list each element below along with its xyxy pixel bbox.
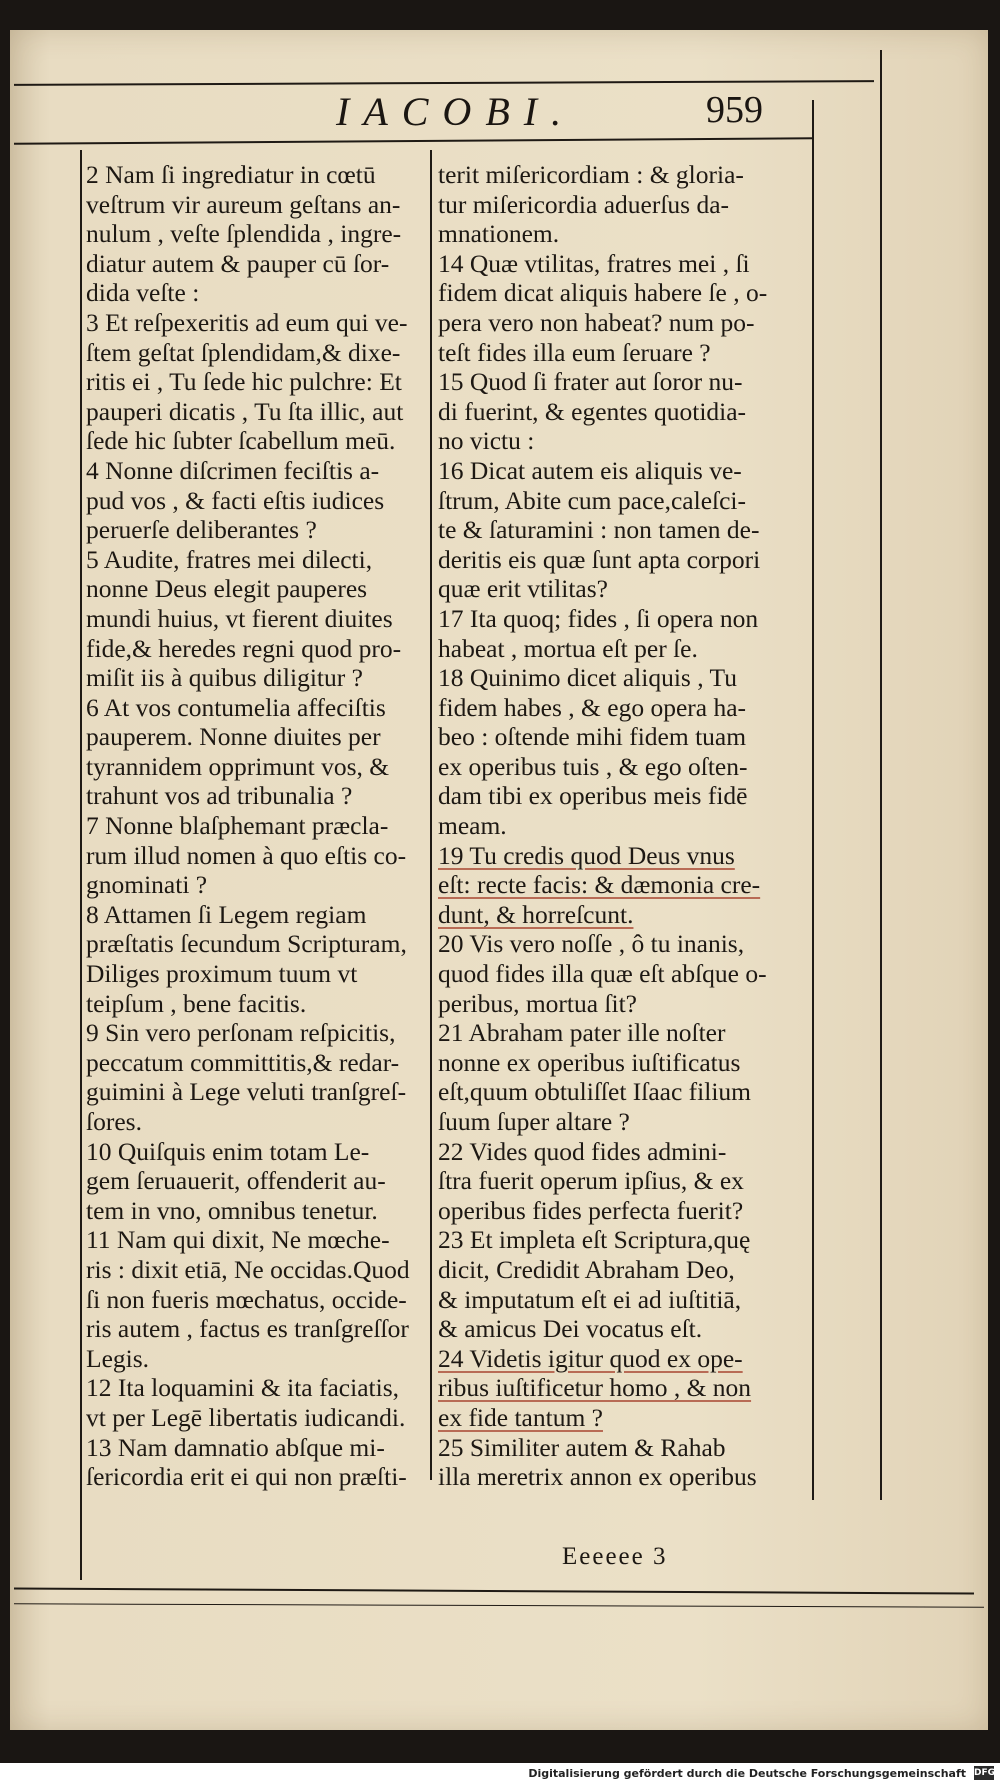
text-line: trahunt vos ad tribunalia ? (86, 781, 353, 811)
text-line: pauperem. Nonne diuites per (86, 722, 381, 752)
text-line: 25 Similiter autem & Rahab (438, 1432, 726, 1462)
text-line: ſuum ſuper altare ? (438, 1107, 630, 1136)
text-line: pud vos , & facti eſtis iudices (86, 485, 385, 515)
text-line: 14 Quæ vtilitas, fratres mei , ſi (438, 248, 750, 278)
text-line: vt per Legē libertatis iudicandi. (86, 1402, 406, 1432)
text-line: quæ erit vtilitas? (438, 574, 608, 604)
text-line: tyrannidem opprimunt vos, & (86, 751, 390, 781)
text-line: quod fides illa quæ eſt abſque o- (438, 959, 767, 989)
text-line: no victu : (438, 426, 535, 456)
text-line: 17 Ita quoq; fides , ſi opera non (438, 603, 759, 633)
text-line: & amicus Dei vocatus eſt. (438, 1314, 703, 1344)
text-line: ris autem , factus es tranſgreſſor (86, 1314, 409, 1344)
text-line: tem in vno, omnibus tenetur. (86, 1195, 378, 1225)
text-line: 20 Vis vero noſſe , ô tu inanis, (438, 929, 745, 959)
text-line: 19 Tu credis quod Deus vnus (438, 840, 735, 870)
text-line: peccatum committitis,& redar- (86, 1047, 400, 1077)
text-line: 22 Vides quod fides admini- (438, 1136, 727, 1166)
text-line: ex operibus tuis , & ego oſten- (438, 751, 748, 781)
digitization-credit: Digitalisierung gefördert durch die Deutsche Forschungsgemeinschaft (528, 1767, 966, 1780)
text-line: 16 Dicat autem eis aliquis ve- (438, 455, 742, 485)
text-line: peribus, mortua ſit? (438, 988, 637, 1018)
text-line: 9 Sin vero perſonam reſpicitis, (86, 1018, 396, 1048)
text-line: meam. (438, 811, 507, 841)
text-line: tur miſericordia aduerſus da- (438, 189, 730, 219)
text-line: fide,& heredes regni quod pro- (86, 633, 402, 663)
left-text-column (86, 160, 426, 1492)
column-divider (430, 150, 432, 1480)
text-line: 2 Nam ſi ingrediatur in cœtū (86, 160, 376, 189)
text-line: guimini à Lege veluti tranſgreſ- (86, 1077, 407, 1107)
text-line: teipſum , bene facitis. (86, 988, 307, 1018)
text-line: Diliges proximum tuum vt (86, 959, 358, 989)
text-line: & imputatum eſt ei ad iuſtitiā, (438, 1284, 742, 1314)
text-line: ſores. (86, 1107, 142, 1136)
text-line: fidem dicat aliquis habere ſe , o- (438, 278, 768, 308)
text-line: dicit, Credidit Abraham Deo, (438, 1254, 735, 1284)
text-line: 21 Abraham pater ille noſter (438, 1018, 726, 1048)
text-line: ex fide tantum ? (438, 1402, 603, 1432)
text-line: ſtra fuerit operum ipſius, & ex (438, 1166, 744, 1196)
text-line: fidem habes , & ego opera ha- (438, 692, 747, 722)
signature-mark: Eeeeee 3 (562, 1543, 668, 1570)
left-frame-rule (80, 150, 82, 1580)
text-line: 24 Videtis igitur quod ex ope- (438, 1343, 743, 1373)
text-line: 8 Attamen ſi Legem regiam (86, 899, 367, 929)
text-line: dam tibi ex operibus meis fidē (438, 781, 748, 811)
text-line: 10 Quiſquis enim totam Le- (86, 1136, 370, 1166)
text-line: eſt: recte facis: & dæmonia cre- (438, 870, 761, 900)
text-line: mundi huius, vt fierent diuites (86, 603, 393, 633)
text-line: di fuerint, & egentes quotidia- (438, 396, 747, 426)
text-line: Legis. (86, 1343, 150, 1373)
text-line: illa meretrix annon ex operibus (438, 1462, 757, 1492)
text-line: habeat , mortua eſt per ſe. (438, 633, 698, 663)
text-line: teſt fides illa eum ſeruare ? (438, 337, 711, 367)
text-line: 18 Quinimo dicet aliquis , Tu (438, 663, 737, 693)
text-line: peruerſe deliberantes ? (86, 515, 317, 545)
text-line: deritis eis quæ ſunt apta corpori (438, 544, 761, 574)
text-line: pauperi dicatis , Tu ſta illic, aut (86, 396, 404, 426)
text-line: 4 Nonne diſcrimen feciſtis a- (86, 455, 380, 485)
text-line: 5 Audite, fratres mei dilecti, (86, 544, 373, 574)
right-text-column (438, 160, 798, 1492)
text-line: 23 Et impleta eſt Scriptura,quę (438, 1225, 751, 1255)
text-line: miſit iis à quibus diligitur ? (86, 663, 363, 693)
text-line: ſtem geſtat ſplendidam,& dixe- (86, 337, 401, 367)
text-line: te & ſaturamini : non tamen de- (438, 515, 760, 545)
text-line: 6 At vos contumelia affeciſtis (86, 692, 386, 722)
text-line: dunt, & horreſcunt. (438, 899, 634, 929)
text-line: ſtrum, Abite cum pace,caleſci- (438, 485, 746, 515)
right-frame-rule (812, 100, 814, 1500)
text-line: 13 Nam damnatio abſque mi- (86, 1432, 385, 1462)
page-number: 959 (706, 89, 763, 131)
running-head: IACOBI. (336, 89, 576, 134)
text-line: 7 Nonne blaſphemant præcla- (86, 811, 389, 841)
text-line: rum illud nomen à quo eſtis co- (86, 840, 407, 870)
text-line: ſericordia erit ei qui non præſti- (86, 1462, 407, 1492)
text-line: beo : oſtende mihi fidem tuam (438, 722, 747, 752)
text-line: præſtatis ſecundum Scripturam, (86, 929, 407, 959)
dfg-logo-icon: DFG (974, 1768, 996, 1778)
text-line: 3 Et reſpexeritis ad eum qui ve- (86, 307, 408, 337)
text-line: dida veſte : (86, 278, 200, 308)
text-line: gnominati ? (86, 870, 208, 900)
text-line: gem ſeruauerit, offenderit au- (86, 1166, 386, 1196)
text-line: nonne Deus elegit pauperes (86, 574, 368, 604)
text-line: nonne ex operibus iuſtificatus (438, 1047, 741, 1077)
text-line: ritis ei , Tu ſede hic pulchre: Et (86, 367, 402, 397)
text-line: diatur autem & pauper cū ſor- (86, 248, 390, 278)
text-line: ribus iuſtificetur homo , & non (438, 1373, 752, 1403)
text-line: terit miſericordiam : & gloria- (438, 160, 744, 189)
text-line: 11 Nam qui dixit, Ne mœche- (86, 1225, 390, 1255)
text-line: ſi non fueris mœchatus, occide- (86, 1284, 407, 1314)
text-line: 15 Quod ſi frater aut ſoror nu- (438, 367, 743, 397)
text-line: ris : dixit etiā, Ne occidas.Quod (86, 1254, 410, 1284)
text-line: nulum , veſte ſplendida , ingre- (86, 219, 402, 249)
text-line: mnationem. (438, 219, 560, 249)
text-line: ſede hic ſubter ſcabellum meū. (86, 426, 396, 456)
text-line: pera vero non habeat? num po- (438, 307, 755, 337)
text-line: eſt,quum obtuliſſet Iſaac filium (438, 1077, 752, 1107)
text-line: operibus fides perfecta fuerit? (438, 1195, 744, 1225)
text-line: 12 Ita loquamini & ita faciatis, (86, 1373, 399, 1403)
outer-frame-rule (880, 50, 882, 1500)
text-line: veſtrum vir aureum geſtans an- (86, 189, 401, 219)
